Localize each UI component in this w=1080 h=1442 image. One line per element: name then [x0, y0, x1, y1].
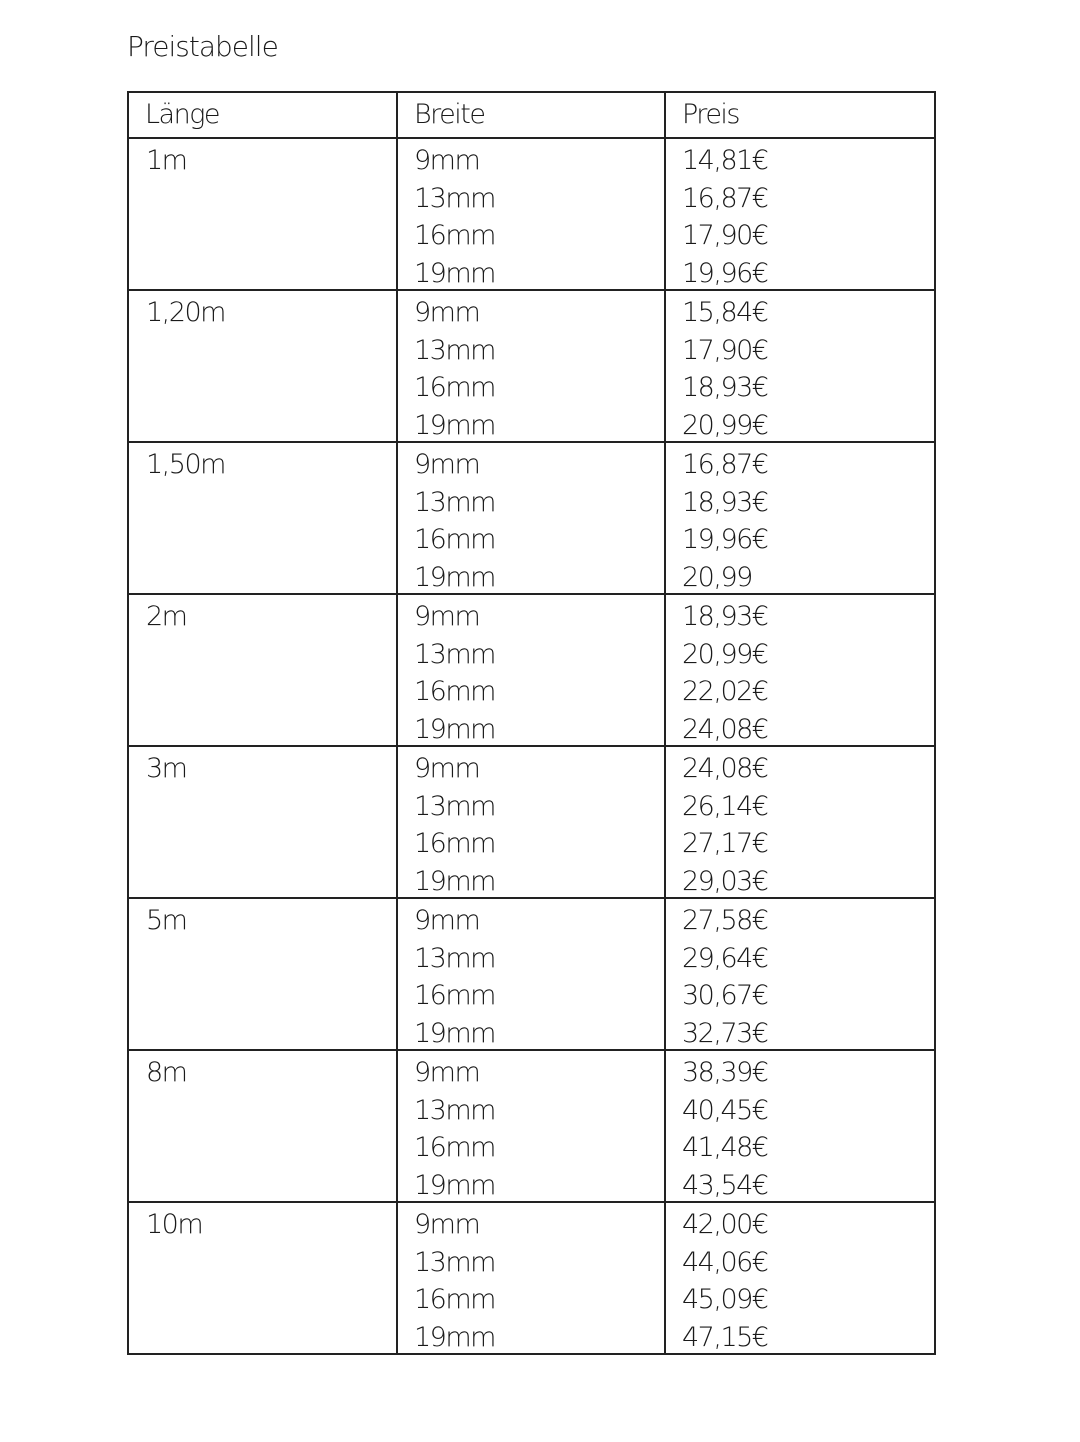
width-cell	[397, 746, 665, 898]
length-cell	[128, 746, 397, 898]
page-title: Preistabelle	[127, 30, 278, 63]
width-cell	[397, 442, 665, 594]
price-value: 18,93€	[682, 486, 768, 518]
price-value: 29,03€	[682, 865, 768, 897]
price-value: 27,17€	[682, 828, 768, 859]
table-row	[128, 442, 935, 594]
width-value: 9mm	[414, 753, 480, 784]
table-row	[128, 898, 935, 1050]
price-value: 16,87€	[682, 182, 768, 214]
width-value: 19mm	[414, 257, 495, 289]
width-value: 9mm	[414, 1209, 480, 1240]
width-value: 13mm	[414, 942, 495, 974]
price-value: 22,02€	[682, 676, 768, 707]
price-value: 41,48€	[682, 1132, 768, 1163]
width-cell	[397, 594, 665, 746]
price-value: 14,81€	[682, 145, 768, 176]
price-cell	[665, 138, 935, 290]
width-cell	[397, 1050, 665, 1202]
column-header-width: Breite	[397, 92, 665, 138]
length-value: 2m	[146, 601, 187, 632]
width-value: 16mm	[414, 524, 495, 555]
width-cell	[397, 138, 665, 290]
length-value: 1m	[146, 145, 187, 176]
width-value: 13mm	[414, 334, 495, 366]
price-table	[127, 91, 936, 1355]
width-value: 13mm	[414, 486, 495, 518]
price-value: 40,45€	[682, 1094, 768, 1126]
length-value: 1,50m	[146, 449, 225, 480]
width-value: 16mm	[414, 372, 495, 403]
price-value: 15,84€	[682, 297, 768, 328]
price-cell	[665, 1202, 935, 1354]
price-value: 18,93€	[682, 601, 768, 632]
width-value: 16mm	[414, 220, 495, 251]
width-value: 16mm	[414, 1132, 495, 1163]
length-value: 10m	[146, 1209, 203, 1240]
length-cell	[128, 1050, 397, 1202]
price-value: 32,73€	[682, 1017, 768, 1049]
width-value: 19mm	[414, 1321, 495, 1353]
width-value: 13mm	[414, 790, 495, 822]
width-cell	[397, 290, 665, 442]
table-header-row	[128, 92, 935, 138]
length-cell	[128, 442, 397, 594]
table-row	[128, 1050, 935, 1202]
width-value: 13mm	[414, 1094, 495, 1126]
price-value: 26,14€	[682, 790, 768, 822]
width-value: 16mm	[414, 828, 495, 859]
length-value: 8m	[146, 1057, 187, 1088]
width-value: 16mm	[414, 980, 495, 1011]
table-row	[128, 746, 935, 898]
price-value: 47,15€	[682, 1321, 768, 1353]
width-value: 16mm	[414, 1284, 495, 1315]
price-value: 24,08€	[682, 713, 768, 745]
price-cell	[665, 594, 935, 746]
width-value: 19mm	[414, 1017, 495, 1049]
length-cell	[128, 898, 397, 1050]
width-value: 9mm	[414, 601, 480, 632]
width-value: 13mm	[414, 1246, 495, 1278]
price-value: 20,99	[682, 561, 752, 593]
width-cell	[397, 1202, 665, 1354]
width-value: 9mm	[414, 297, 480, 328]
table-row	[128, 1202, 935, 1354]
width-value: 16mm	[414, 676, 495, 707]
price-value: 44,06€	[682, 1246, 768, 1278]
column-header-length: Länge	[128, 92, 397, 138]
width-value: 19mm	[414, 1169, 495, 1201]
price-cell	[665, 898, 935, 1050]
width-value: 19mm	[414, 713, 495, 745]
price-value: 20,99€	[682, 638, 768, 670]
width-value: 9mm	[414, 905, 480, 936]
price-value: 24,08€	[682, 753, 768, 784]
table-row	[128, 138, 935, 290]
width-value: 9mm	[414, 1057, 480, 1088]
width-value: 19mm	[414, 409, 495, 441]
price-cell	[665, 1050, 935, 1202]
width-cell	[397, 898, 665, 1050]
length-cell	[128, 290, 397, 442]
table-body	[128, 138, 935, 1354]
width-value: 13mm	[414, 638, 495, 670]
price-value: 18,93€	[682, 372, 768, 403]
price-value: 30,67€	[682, 980, 768, 1011]
price-value: 19,96€	[682, 524, 768, 555]
price-cell	[665, 290, 935, 442]
length-cell	[128, 138, 397, 290]
length-value: 5m	[146, 905, 187, 936]
price-value: 45,09€	[682, 1284, 768, 1315]
width-value: 9mm	[414, 449, 480, 480]
price-cell	[665, 746, 935, 898]
table-row	[128, 594, 935, 746]
width-value: 13mm	[414, 182, 495, 214]
width-value: 19mm	[414, 561, 495, 593]
width-value: 19mm	[414, 865, 495, 897]
price-value: 19,96€	[682, 257, 768, 289]
price-value: 16,87€	[682, 449, 768, 480]
price-value: 17,90€	[682, 220, 768, 251]
price-cell	[665, 442, 935, 594]
table-row	[128, 290, 935, 442]
column-header-price: Preis	[665, 92, 935, 138]
length-value: 1,20m	[146, 297, 225, 328]
price-value: 38,39€	[682, 1057, 768, 1088]
length-cell	[128, 594, 397, 746]
price-value: 17,90€	[682, 334, 768, 366]
length-value: 3m	[146, 753, 187, 784]
price-value: 27,58€	[682, 905, 768, 936]
width-value: 9mm	[414, 145, 480, 176]
price-value: 43,54€	[682, 1169, 768, 1201]
price-value: 20,99€	[682, 409, 768, 441]
price-value: 42,00€	[682, 1209, 768, 1240]
length-cell	[128, 1202, 397, 1354]
price-value: 29,64€	[682, 942, 768, 974]
